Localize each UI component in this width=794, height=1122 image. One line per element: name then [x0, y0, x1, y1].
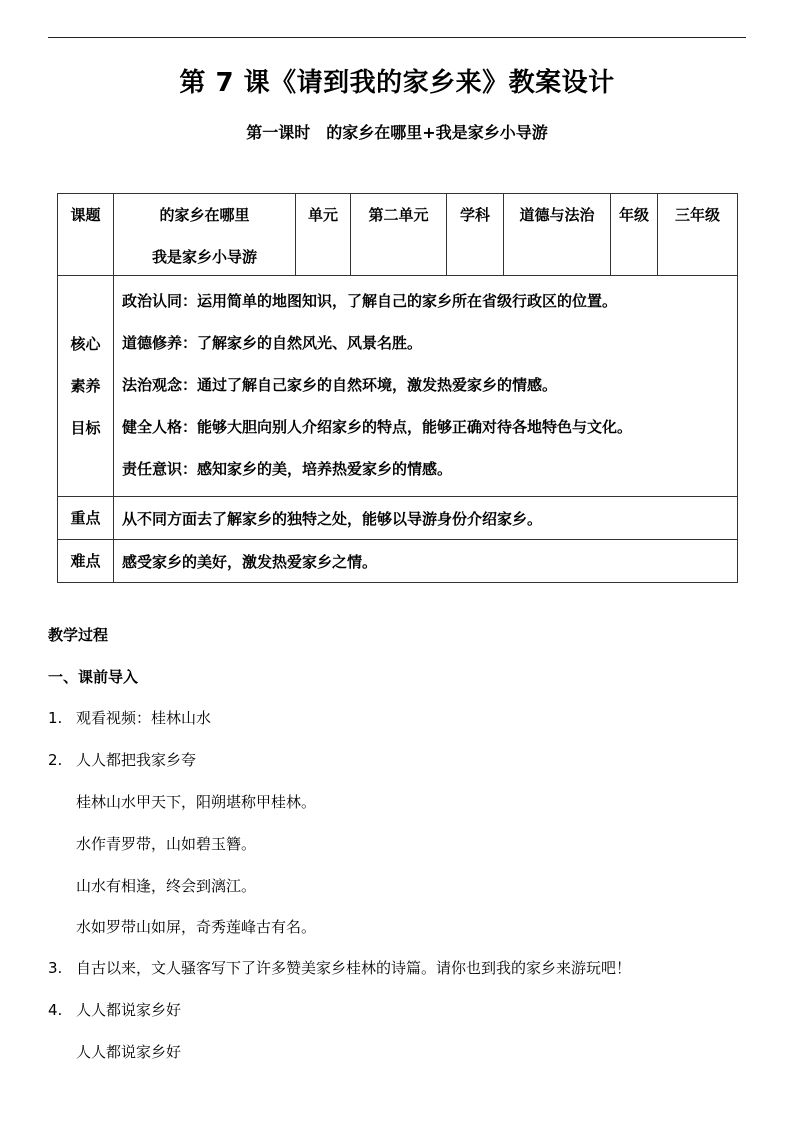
table-row-header: [58, 194, 738, 276]
page-subtitle: 第一课时 的家乡在哪里+我是家乡小导游: [246, 123, 548, 142]
topic-label: 课题: [58, 194, 114, 276]
key-point-value: 从不同方面去了解家乡的独特之处，能够以导游身份介绍家乡。: [114, 497, 738, 540]
table-row-core-goals: [58, 276, 738, 497]
core-goals-list: [114, 276, 738, 497]
list-item-text: 自古以来，文人骚客写下了许多赞美家乡桂林的诗篇。请你也到我的家乡来游玩吧！: [76, 959, 632, 977]
poem-line: 山水有相逢，终会到漓江。: [76, 877, 257, 895]
list-item-number: 3.: [48, 959, 63, 977]
list-item-number: 4.: [48, 1001, 63, 1019]
difficulty-label: 难点: [58, 540, 114, 583]
core-label-line-3: 目标: [70, 419, 101, 437]
unit-label: 单元: [296, 194, 351, 276]
subject-value: 道德与法治: [504, 194, 611, 276]
lesson-info-table: [57, 193, 738, 583]
difficulty-value: 感受家乡的美好，激发热爱家乡之情。: [114, 540, 738, 583]
poem-line: 水作青罗带，山如碧玉簪。: [76, 835, 257, 853]
list-item-text: 人人都把我家乡夸: [76, 751, 197, 769]
list-item-text: 观看视频：桂林山水: [76, 709, 212, 727]
list-item: [48, 707, 211, 728]
list-item: [48, 999, 181, 1020]
grade-label: 年级: [611, 194, 658, 276]
poem-line: 桂林山水甲天下，阳朔堪称甲桂林。: [76, 793, 317, 811]
page-title: 第 7 课《请到我的家乡来》教案设计: [179, 68, 615, 98]
unit-value: 第二单元: [351, 194, 447, 276]
goal-political: 政治认同：运用简单的地图知识，了解自己的家乡所在省级行政区的位置。: [122, 292, 618, 310]
goal-responsibility: 责任意识：感知家乡的美，培养热爱家乡的情感。: [122, 460, 453, 478]
list-item-number: 1.: [48, 709, 63, 727]
topic-line-1: 的家乡在哪里: [159, 206, 250, 224]
item4-line: 人人都说家乡好: [76, 1043, 182, 1061]
poem-line: 水如罗带山如屏，奇秀莲峰古有名。: [76, 918, 317, 936]
teaching-process-heading: 教学过程: [48, 626, 109, 644]
subject-label: 学科: [447, 194, 504, 276]
goal-moral: 道德修养：了解家乡的自然风光、风景名胜。: [122, 334, 423, 352]
core-label-line-1: 核心: [70, 335, 101, 353]
list-item-number: 2.: [48, 751, 63, 769]
list-item: [48, 957, 631, 978]
table-row-key-point: [58, 497, 738, 540]
goal-personality: 健全人格：能够大胆向别人介绍家乡的特点，能够正确对待各地特色与文化。: [122, 418, 633, 436]
topic-line-2: 我是家乡小导游: [151, 248, 257, 266]
core-label-line-2: 素养: [70, 377, 101, 395]
list-item-text: 人人都说家乡好: [76, 1001, 182, 1019]
topic-value: [114, 194, 296, 276]
header-rule: [48, 37, 746, 38]
key-point-label: 重点: [58, 497, 114, 540]
grade-value: 三年级: [658, 194, 738, 276]
core-goals-label: [58, 276, 114, 497]
list-item: [48, 749, 196, 770]
table-row-difficulty: [58, 540, 738, 583]
section-heading-intro: 一、课前导入: [48, 668, 139, 686]
goal-law: 法治观念：通过了解自己家乡的自然环境，激发热爱家乡的情感。: [122, 376, 558, 394]
